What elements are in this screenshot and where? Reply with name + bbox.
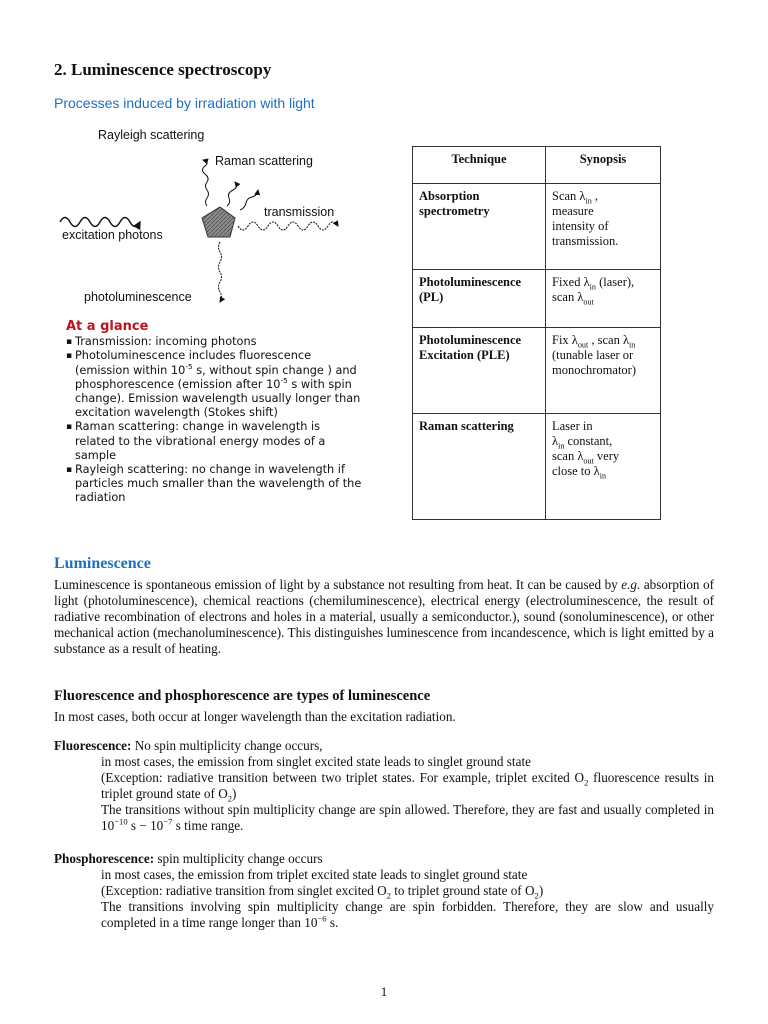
fluorescence-block (54, 738, 714, 834)
section-title: 2. Luminescence spectroscopy (54, 60, 272, 79)
section-subtitle: Processes induced by irradiation with light (54, 95, 315, 111)
sample-pentagon (202, 207, 235, 237)
photoluminescence-wave (219, 242, 222, 302)
technique-cell: Absorption spectrometry (413, 184, 546, 270)
raman-wave (227, 182, 237, 206)
fluorescence-line-2: (Exception: radiative transition between two triplet states. For example, triplet excited $O_2$ fluorescence results in triplet ground state of $O_2$) (101, 770, 714, 804)
header-synopsis: Synopsis (546, 147, 661, 184)
phosphorescence-line-1: in most cases, the emission from triplet excited state leads to singlet ground state (101, 867, 528, 882)
phosphorescence-line-3: The transitions involving spin multiplicity change are spin forbidden. Therefore, they are slow and usually completed in a time range longer than $10^{-6}$ s. (101, 899, 714, 930)
synopsis-cell: Scan $\lambda_{in}$ , measure intensity of transmission. (546, 184, 661, 270)
technique-cell: Photoluminescence Excitation (PLE) (413, 328, 546, 414)
technique-table (412, 146, 661, 520)
table-row (413, 414, 661, 520)
rayleigh-wave (203, 160, 209, 206)
technique-cell: Raman scattering (413, 414, 546, 520)
table-row (413, 328, 661, 414)
excitation-wave (60, 218, 140, 227)
synopsis-cell: Fix $\lambda_{out}$ , scan $\lambda_{in}$ (tunable laser or monochromator) (546, 328, 661, 414)
table-header-row (413, 147, 661, 184)
glance-item: ▪ Rayleigh scattering: no change in wavelength if particles much smaller than the wavelength of the radiation (66, 463, 362, 506)
synopsis-cell: Laser in $\lambda_{in}$ constant, scan $\lambda_{out}$ very close to $\lambda_{in}$ (546, 414, 661, 520)
fp-intro: In most cases, both occur at longer wavelength than the excitation radiation. (54, 709, 456, 724)
header-technique: Technique (413, 147, 546, 184)
fluorescence-lead: Fluorescence: No spin multiplicity change occurs, (54, 738, 323, 753)
synopsis-cell: Fixed $\lambda_{in}$ (laser), scan $\lambda_{out}$ (546, 270, 661, 328)
glance-item: ▪ Raman scattering: change in wavelength is related to the vibrational energy modes of a sample (66, 420, 362, 463)
transmission-label: transmission (264, 205, 335, 219)
phosphorescence-lead: Phosphorescence: spin multiplicity change occurs (54, 851, 323, 866)
rayleigh-label: Rayleigh scattering (98, 128, 205, 142)
page-number: 1 (380, 984, 388, 999)
excitation-label: excitation photons (62, 228, 163, 242)
table-row (413, 184, 661, 270)
luminescence-paragraph: Luminescence is spontaneous emission of light by a substance not resulting from heat. It can be caused by e.g. absorption of light (photoluminescence), chemical reactions (chemiluminescence), electrical energy (electroluminescence, the result of radiative recombination of electrons and holes in a material, usually a semiconductor.), sound (sonoluminescence), or other mechanical action (mechanoluminescence). This distinguishes luminescence from incandescence, which is light emitted by a substance as a result of heating. (54, 577, 714, 656)
technique-cell: Photoluminescence (PL) (413, 270, 546, 328)
photoluminescence-label: photoluminescence (84, 290, 192, 304)
raman-wave-2 (240, 190, 258, 210)
luminescence-heading: Luminescence (54, 555, 151, 572)
at-a-glance-box (66, 320, 362, 506)
fp-heading: Fluorescence and phosphorescence are types of luminescence (54, 688, 431, 704)
transmission-wave (238, 222, 338, 230)
fluorescence-line-3: The transitions without spin multiplicity change are spin allowed. Therefore, they are fast and usually completed in $10^{-10}$ $s - 10^{-7}$ s time range. (101, 802, 714, 833)
table-row (413, 270, 661, 328)
phosphorescence-line-2: (Exception: radiative transition from singlet excited $O_2$ to triplet ground state of $O_2$) (101, 883, 544, 901)
glance-title: At a glance (66, 319, 149, 334)
glance-item: ▪ Photoluminescence includes fluorescence (emission within $10^{-5}$ s, without spin change ) and phosphorescence (emission after $10^{-5}$ s with spin change). Emission wavelength usually longer than excitation wavelength (Stokes shift) (66, 349, 362, 420)
fluorescence-line-1: in most cases, the emission from singlet excited state leads to singlet ground state (101, 754, 531, 769)
glance-item: ▪ Transmission: incoming photons (66, 335, 362, 349)
raman-label: Raman scattering (215, 154, 313, 168)
phosphorescence-block (54, 851, 714, 931)
